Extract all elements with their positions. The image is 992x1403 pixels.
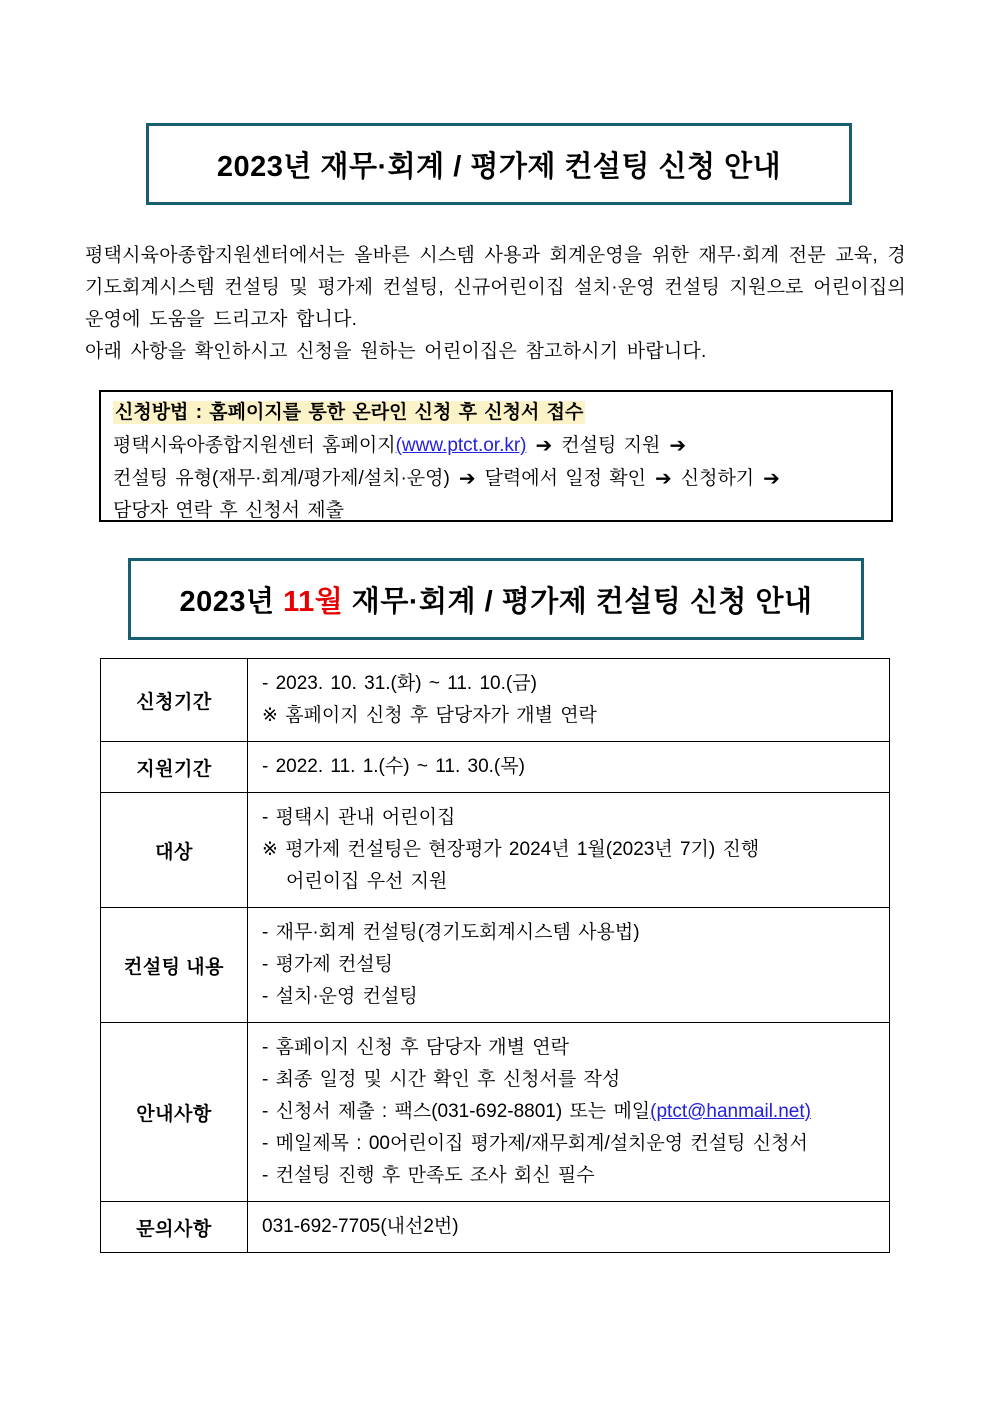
content-line: - 2023. 10. 31.(화) ~ 11. 10.(금)	[262, 673, 537, 694]
content-line: - 재무·회계 컨설팅(경기도회계시스템 사용법)	[262, 922, 640, 943]
row-content	[248, 908, 889, 1022]
content-line: 어린이집 우선 지원	[286, 871, 448, 892]
method-step-consulting-support: 컨설팅 지원	[561, 435, 661, 456]
arrow-right-icon: ➔	[669, 435, 687, 457]
arrow-right-icon: ➔	[654, 468, 672, 490]
table-row-application-period	[101, 659, 889, 742]
table-row-inquiry	[101, 1202, 889, 1252]
row-content	[248, 1202, 889, 1252]
row-label: 대상	[101, 793, 248, 907]
content-line: - 평가제 컨설팅	[262, 954, 394, 975]
content-line: ※ 평가제 컨설팅은 현장평가 2024년 1월(2023년 7기) 진행	[262, 839, 760, 860]
method-heading: 신청방법 : 홈페이지를 통한 온라인 신청 후 신청서 접수	[115, 402, 584, 423]
arrow-right-icon: ➔	[458, 468, 476, 490]
content-line: - 2022. 11. 1.(수) ~ 11. 30.(목)	[262, 756, 525, 777]
homepage-link[interactable]: (www.ptct.or.kr)	[395, 435, 527, 456]
method-step-line-3	[113, 495, 879, 527]
arrow-right-icon: ➔	[535, 435, 553, 457]
content-line: 031-692-7705(내선2번)	[262, 1216, 459, 1237]
content-line: - 평택시 관내 어린이집	[262, 807, 456, 828]
row-label: 신청기간	[101, 659, 248, 741]
method-step-line-1	[113, 429, 879, 462]
submit-line-text: - 신청서 제출 : 팩스(031-692-8801) 또는 메일	[262, 1101, 651, 1122]
table-row-support-period	[101, 742, 889, 793]
intro-section	[85, 240, 906, 368]
method-heading-line	[113, 397, 879, 429]
intro-paragraph-2: 아래 사항을 확인하시고 신청을 원하는 어린이집은 참고하시기 바랍니다.	[85, 341, 707, 362]
table-row-consulting-content	[101, 908, 889, 1023]
content-line: ※ 홈페이지 신청 후 담당자가 개별 연락	[262, 705, 597, 726]
intro-paragraph-1: 평택시육아종합지원센터에서는 올바른 시스템 사용과 회계운영을 위한 재무·회계 전문 교육, 경기도회계시스템 컨설팅 및 평가제 컨설팅, 신규어린이집 설치·운영 컨설팅 지원으로 어린이집의 운영에 도움을 드리고자 합니다.	[85, 245, 906, 330]
table-row-target	[101, 793, 889, 908]
method-step-apply: 신청하기	[680, 468, 755, 489]
main-title-box	[146, 123, 852, 205]
method-line1-text: 평택시육아종합지원센터 홈페이지	[113, 435, 396, 456]
november-title-month: 11월	[283, 585, 344, 618]
method-line3-text: 담당자 연락 후 신청서 제출	[113, 500, 345, 521]
november-title-box	[128, 558, 864, 640]
row-content	[248, 742, 889, 792]
content-line	[262, 1096, 879, 1128]
row-label: 지원기간	[101, 742, 248, 792]
row-label: 문의사항	[101, 1202, 248, 1252]
november-title-suffix: 재무·회계 / 평가제 컨설팅 신청 안내	[343, 585, 813, 618]
table-row-guidance	[101, 1023, 889, 1202]
content-line: - 홈페이지 신청 후 담당자 개별 연락	[262, 1037, 569, 1058]
main-title: 2023년 재무·회계 / 평가제 컨설팅 신청 안내	[216, 150, 782, 183]
method-line2-text: 컨설팅 유형(재무·회계/평가제/설치·운영)	[113, 468, 450, 489]
row-content	[248, 1023, 889, 1201]
method-step-calendar-check: 달력에서 일정 확인	[484, 468, 646, 489]
application-method-box	[99, 390, 893, 522]
row-label: 컨설팅 내용	[101, 908, 248, 1022]
content-line: - 메일제목 : 00어린이집 평가제/재무회계/설치운영 컨설팅 신청서	[262, 1133, 808, 1154]
row-content	[248, 659, 889, 741]
row-label: 안내사항	[101, 1023, 248, 1201]
november-title-prefix: 2023년	[179, 585, 284, 618]
info-table	[100, 658, 890, 1253]
email-link[interactable]: (ptct@hanmail.net)	[650, 1101, 811, 1122]
november-title	[179, 579, 812, 620]
content-line: - 최종 일정 및 시간 확인 후 신청서를 작성	[262, 1069, 621, 1090]
arrow-right-icon: ➔	[763, 468, 780, 490]
method-step-line-2	[113, 462, 879, 495]
content-line: - 컨설팅 진행 후 만족도 조사 회신 필수	[262, 1165, 595, 1186]
content-line: - 설치·운영 컨설팅	[262, 986, 418, 1007]
row-content	[248, 793, 889, 907]
